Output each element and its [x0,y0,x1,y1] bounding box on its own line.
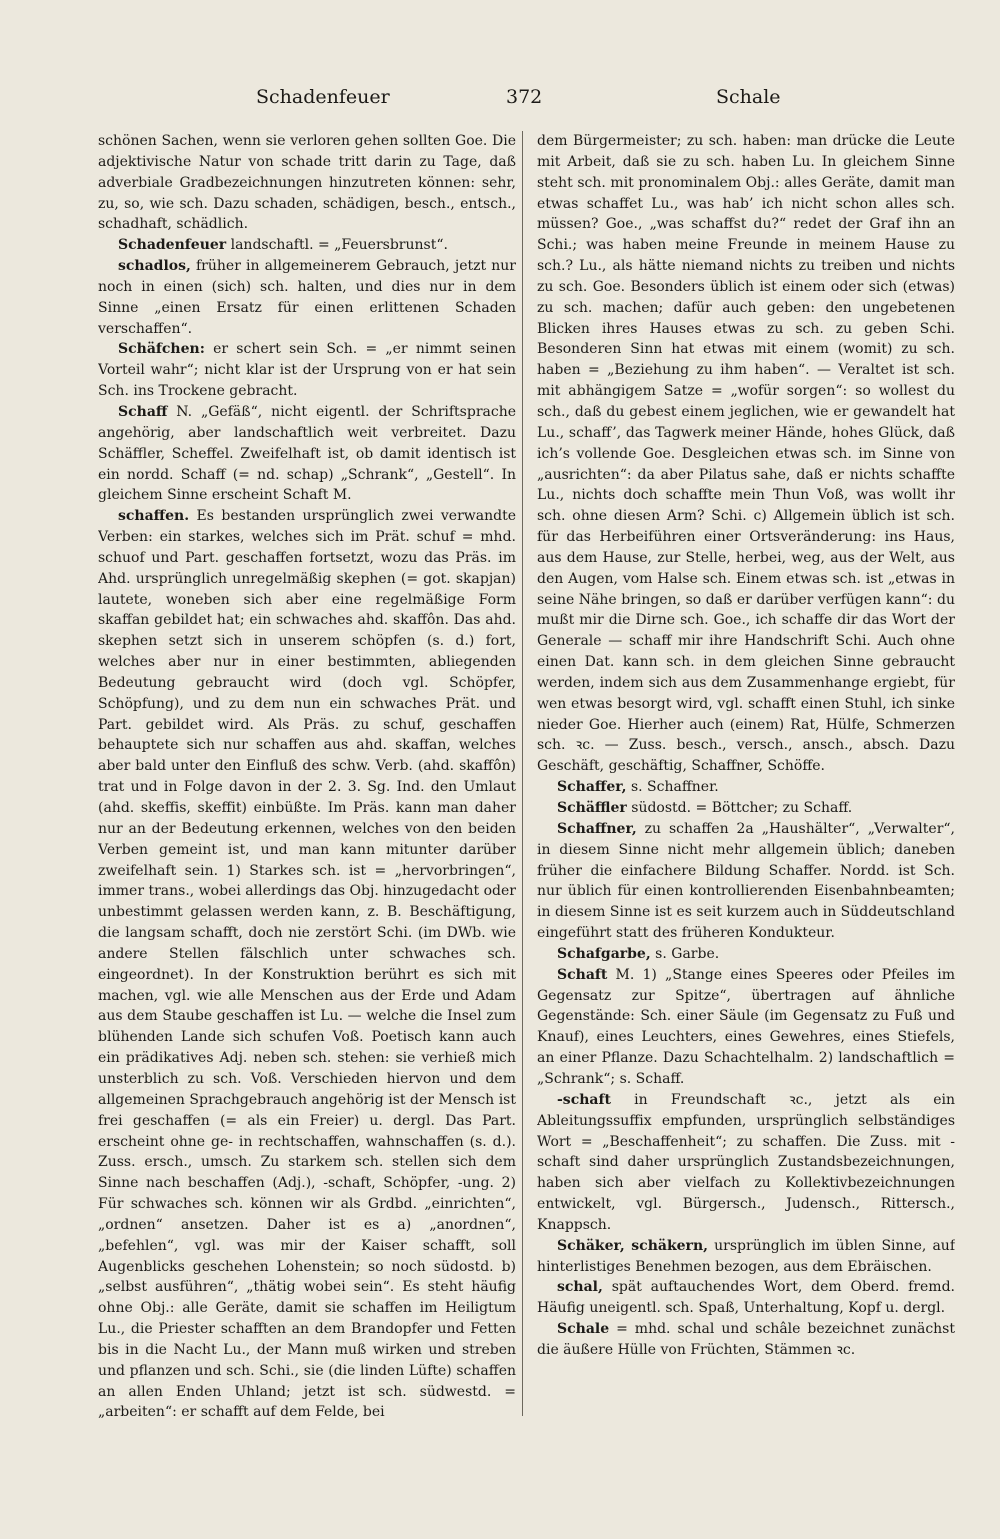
entry-headword: -schaft [557,1091,611,1108]
dictionary-entry [98,339,516,402]
entry-text: spät auftauchendes Wort, dem Oberd. fremd. Häufig uneigentl. sch. Spaß, Unterhaltung, Kopf u. dergl. [537,1279,955,1317]
entry-text: = mhd. schal und schâle bezeichnet zunächst die äußere Hülle von Früchten, Stämmen ꝛc. [537,1321,955,1358]
dictionary-entry [537,1277,955,1319]
dictionary-entry [537,965,955,1090]
left-running-head: Schadenfeuer [256,86,390,108]
entry-headword: Schadenfeuer [118,237,227,254]
entry-text: M. 1) „Stange eines Speeres oder Pfeiles im Gegensatz zur Spitze“, übertragen auf ähnliche Gegenstände: Sch. einer Säule (im Gegensatz zu Fuß und Knauf), eines Leuchters, eines Gewehres, eines Stiefels, an einer Pflanze. Dazu Schachtelhalm. 2) landschaftlich = „Schrank“; s. Schaff. [537,966,955,1087]
entry-headword: schaffen. [118,508,190,525]
entry-text: er schert sein Sch. = „er nimmt seinen Vorteil wahr“; nicht klar ist der Ursprung von er hat sein Sch. ins Trockene gebracht. [98,341,516,400]
entry-headword: Schaft [557,966,608,983]
entry-text: ursprünglich im üblen Sinne, auf hinterlistiges Benehmen bezogen, aus dem Ebräischen. [537,1237,955,1275]
page-number: 372 [506,86,543,108]
entry-headword: Schäffler [557,800,627,816]
entry-headword: Schaff [118,403,168,420]
running-header [0,86,1000,120]
entry-headword: Schaffer, [557,779,627,796]
entry-headword: Schale [557,1321,610,1338]
entry-text: N. „Gefäß“, nicht eigentl. der Schriftsprache angehörig, aber landschaftlich weit verbreitet. Dazu Schäffler, Scheffel. Zweifelhaft ist, ob damit identisch ist ein nordd. Schaff (= nd. schap) „Schrank“, „Gestell“. In gleichem Sinne erscheint Schaft M. [98,403,516,504]
entry-headword: Schäker, schäkern, [557,1237,708,1254]
right-column [537,131,955,1421]
dictionary-entry [537,798,955,819]
dictionary-entry [537,944,955,965]
entry-text: Es bestanden ursprünglich zwei verwandte Verben: ein starkes, welches sich im Prät. schuf = mhd. schuof und Part. geschaffen fortsetzt, wozu das Präs. im Ahd. ursprünglich unregelmäßig skephen (= got. skapjan) lautete, woneben sich aber eine regelmäßige Form skaffan gebildet hat; ein schwaches ahd. skaffôn. Das ahd. skephen setzt sich in unserem schöpfen (s. d.) fort, welches aber nur in einer bestimmten, abliegenden Bedeutung gebraucht wird (doch vgl. Schöpfer, Schöpfung), und zu dem nun ein schwaches Prät. und Part. gebildet wird. Als Präs. zu schuf, geschaffen behauptete sich nur schaffen aus ahd. skaffan, welches aber bald unter den Einfluß des schw. Verb. (ahd. skaffôn) trat und in Folge davon in der 2. 3. Sg. Ind. den Umlaut (ahd. skeffis, skeffit) einbüßte. Im Präs. kann man daher nur an der Bedeutung erkennen, welches von den beiden Verben gemeint ist, und man kann mitunter darüber zweifelhaft sein. 1) Starkes sch. ist = „hervorbringen“, immer trans., wobei allerdings das Obj. hinzugedacht oder unbestimmt gelassen werden kann, z. B. Beschäftigung, die langsam schafft, doch nie zerstört Schi. (im DWb. wie andere Stellen fälschlich unter schwaches sch. eingeordnet). In der Konstruktion berührt es sich mit machen, vgl. wie alle Menschen aus der Erde und Adam aus dem Staube geschaffen ist Lu. — welche die Insel zum blühenden Lande sich schufen Voß. Poetisch kann auch ein prädikatives Adj. neben sch. stehen: sie verhieß mich unsterblich zu sch. Voß. Verschieden hiervon und dem allgemeinen Sprachgebrauch angehörig ist der Mensch ist frei geschaffen (= als ein Freier) u. dergl. Das Part. erscheint ohne ge- in rechtschaffen, wahnschaffen (s. d.). Zuss. ersch., umsch. Zu starkem sch. stellen sich dem Sinne nach beschaffen (Adj.), -schaft, Schöpfer, -ung. 2) Für schwaches sch. können wir als Grdbd. „einrichten“, „ordnen“ ansetzen. Daher ist es a) „anordnen“, „befehlen“, vgl. was mir der Kaiser schafft, soll Augenblicks geschehen Lohenstein; so noch südostd. b) „selbst ausführen“, „thätig wobei sein“. Es steht häufig ohne Obj.: alle Geräte, damit sie schaffen im Heiligtum Lu., die Priester schafften an dem Brandopfer und Fetten bis in die Nacht Lu., der Mann muß wirken und streben und pflanzen und sch. Schi., sie (die linden Lüfte) schaffen an allen Enden Uhland; jetzt ist sch. südwestd. = „arbeiten“: er schafft auf dem Felde, bei [98,508,516,1421]
dictionary-entry [98,256,516,339]
dictionary-entry [98,131,516,235]
left-column [98,131,516,1421]
entry-headword: schadlos, [118,258,191,275]
entry-text: landschaftl. = „Feuersbrunst“. [226,237,448,254]
entry-text: früher in allgemeinerem Gebrauch, jetzt nur noch in einen (sich) sch. halten, und dies nur in dem Sinne „einen Ersatz für einen erlittenen Schaden verschaffen“. [98,258,516,337]
dictionary-entry [98,402,516,506]
dictionary-entry [537,1236,955,1278]
entry-headword: Schäfchen: [118,341,205,358]
dictionary-entry [537,131,955,777]
dictionary-entry [98,506,516,1421]
entry-text: dem Bürgermeister; zu sch. haben: man drücke die Leute mit Arbeit, daß sie zu sch. haben Lu. In gleichem Sinne steht sch. mit pronominalem Obj.: alles Geräte, damit man etwas schaffet Lu., was hab’ ich nicht schon alles sch. müssen? Goe., „was schaffst du?“ redet der Graf ihn an Schi.; was haben meine Freunde in meinem Hause zu sch.? Lu., als hätte niemand nichts zu treiben und nichts zu sch. Goe. Besonders üblich ist einem oder sich (etwas) zu sch. machen; dafür auch geben: den ungebetenen Blicken ihres Hauses etwas zu sch. zu geben Schi. Besonderen Sinn hat etwas mit einem (womit) zu sch. haben = „Beziehung zu ihm haben“. — Veraltet ist sch. mit abhängigem Satze = „wofür sorgen“: so wollest du sch., daß du gebest einem jeglichen, wie er gewandelt hat Lu., schaff’, das Tagwerk meiner Hände, hohes Glück, daß ich’s vollende Goe. Desgleichen etwas sch. im Sinne von „ausrichten“: da aber Pilatus sahe, daß er nichts schaffte Lu., nichts doch schaffte mein Thun Voß, was wollt ihr sch. ohne diesen Arm? Schi. c) Allgemein üblich ist sch. für das Herbeiführen einer Ortsveränderung: ins Haus, aus dem Hause, zur Stelle, herbei, weg, aus der Welt, aus den Augen, vom Halse sch. Einem etwas sch. ist „etwas in seine Nähe bringen, so daß er darüber verfügen kann“: du mußt mir die Dirne sch. Goe., ich schaffe dir das Wort der Generale — schaff mir ihre Handschrift Schi. Auch ohne einen Dat. kann sch. in dem gleichen Sinne gebraucht werden, indem sich aus dem Zusammenhange ergiebt, für wen etwas besorgt wird, vgl. schafft einen Stuhl, ich sinke nieder Goe. Hierher auch (einem) Rat, Hülfe, Schmerzen sch. ꝛc. — Zuss. besch., versch., ansch., absch. Dazu Geschäft, geschäftig, Schaffner, Schöffe. [537,133,955,775]
dictionary-entry [537,777,955,798]
entry-text: zu schaffen 2a „Haushälter“, „Verwalter“, in diesem Sinne nicht mehr allgemein üblich; daneben früher die einfachere Bildung Schaffer. Nordd. ist Sch. nur üblich für einen kontrollierenden Eisenbahnbeamten; in diesem Sinne ist es seit kurzem auch in Süddeutschland eingeführt statt des früheren Kondukteur. [537,820,955,942]
right-running-head: Schale [716,86,781,108]
column-divider [522,131,523,1416]
dictionary-entry [537,1090,955,1236]
entry-text: s. Garbe. [650,945,720,962]
entry-headword: Schaffner, [557,820,637,837]
entry-headword: Schafgarbe, [557,945,651,962]
dictionary-entry [537,1319,955,1361]
dictionary-entry [98,235,516,256]
entry-text: s. Schaffner. [626,779,719,796]
dictionary-entry [537,819,955,944]
entry-text: schönen Sachen, wenn sie verloren gehen sollten Goe. Die adjektivische Natur von schade tritt darin zu Tage, daß adverbiale Gradbezeichnungen hinzutreten können: sehr, zu, so, wie sch. Dazu schaden, schädigen, besch., entsch., schadhaft, schädlich. [98,133,516,233]
entry-text: südostd. = Böttcher; zu Schaff. [626,800,853,816]
entry-headword: schal, [557,1279,603,1296]
entry-text: in Freundschaft ꝛc., jetzt als ein Ableitungssuffix empfunden, ursprünglich selbständiges Wort = „Beschaffenheit“; zu schaffen. Die Zuss. mit -schaft sind daher ursprünglich Zustandsbezeichnungen, haben sich aber vielfach zu Kollektivbezeichnungen entwickelt, vgl. Bürgersch., Judensch., Rittersch., Knappsch. [537,1091,955,1233]
